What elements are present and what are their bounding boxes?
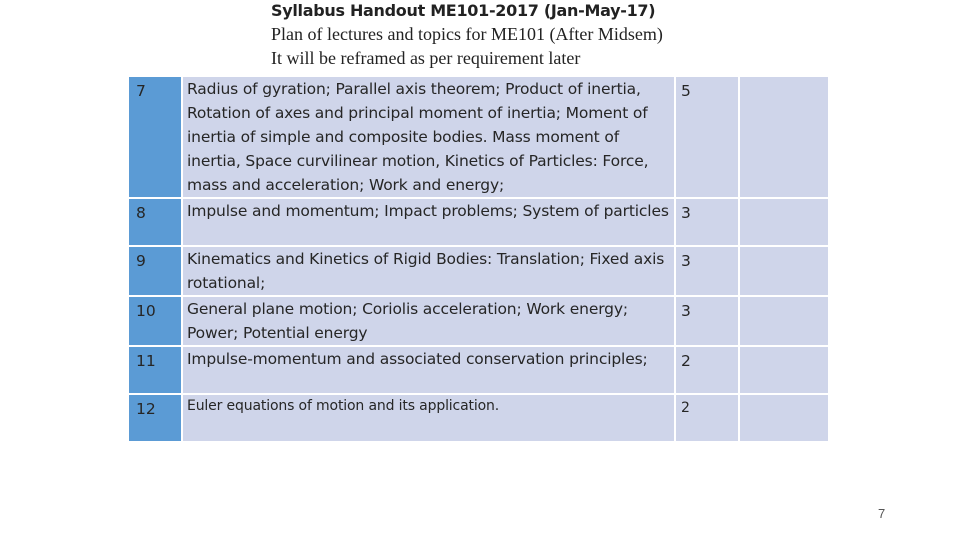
empty-cell [740, 297, 828, 345]
table-row [129, 297, 828, 345]
hours-value: 3 [676, 247, 738, 295]
hours-value: 3 [676, 199, 738, 245]
topic-text: General plane motion; Coriolis acceleration; Work energy; Power; Potential energy [183, 297, 674, 345]
lecture-number: 7 [129, 77, 181, 197]
hours-value: 2 [676, 395, 738, 441]
lecture-number: 12 [129, 395, 181, 441]
empty-cell [740, 77, 828, 197]
table-row [129, 395, 828, 441]
empty-cell [740, 347, 828, 393]
subtitle-line-2: It will be reframed as per requirement later [271, 48, 581, 68]
hours-value: 3 [676, 297, 738, 345]
topic-text: Radius of gyration; Parallel axis theorem; Product of inertia, Rotation of axes and principal moment of inertia; Moment of inertia of simple and composite bodies. Mass moment of inertia, Space curvilinear motion, Kinetics of Particles: Force, mass and acceleration; Work and energy; [183, 77, 674, 197]
table-row [129, 347, 828, 393]
page-number: 7 [878, 506, 886, 521]
topic-text: Impulse and momentum; Impact problems; System of particles [183, 199, 674, 245]
empty-cell [740, 199, 828, 245]
empty-cell [740, 395, 828, 441]
syllabus-table [127, 75, 830, 443]
header [271, 0, 831, 70]
lecture-number: 11 [129, 347, 181, 393]
hours-value: 2 [676, 347, 738, 393]
topic-text: Euler equations of motion and its application. [183, 395, 674, 441]
hours-value: 5 [676, 77, 738, 197]
subtitle-line-1: Plan of lectures and topics for ME101 (After Midsem) [271, 24, 663, 44]
empty-cell [740, 247, 828, 295]
lecture-number: 9 [129, 247, 181, 295]
lecture-number: 8 [129, 199, 181, 245]
table-row [129, 77, 828, 197]
page-title: Syllabus Handout ME101-2017 (Jan-May-17) [271, 1, 656, 20]
table-row [129, 199, 828, 245]
table-row [129, 247, 828, 295]
topic-text: Kinematics and Kinetics of Rigid Bodies: Translation; Fixed axis rotational; [183, 247, 674, 295]
lecture-number: 10 [129, 297, 181, 345]
topic-text: Impulse-momentum and associated conservation principles; [183, 347, 674, 393]
